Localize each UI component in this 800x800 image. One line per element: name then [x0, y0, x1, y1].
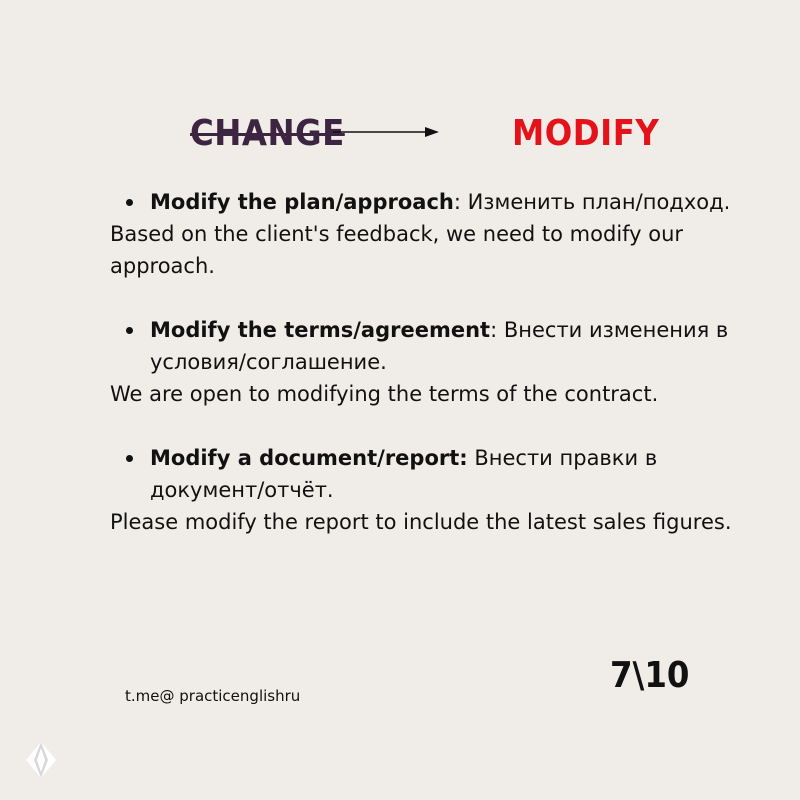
translation: Изменить план/подход. [460, 190, 731, 214]
bullet-dot-icon [126, 327, 133, 334]
bullet-item [110, 186, 750, 218]
channel-link[interactable]: t.me@ practicenglishru [125, 687, 301, 705]
new-word: MODIFY [512, 113, 660, 154]
vocab-entry-2 [110, 314, 750, 410]
right-arrow-icon [333, 124, 439, 140]
bullet-item [110, 314, 750, 378]
page-counter: 7\10 [610, 655, 690, 696]
bullet-dot-icon [126, 455, 133, 462]
vocab-entry-1 [110, 186, 750, 282]
term: Modify a document/report: [150, 446, 468, 470]
translation: Внести правки в документ/отчёт. [150, 446, 658, 502]
bullet-dot-icon [126, 199, 133, 206]
example-sentence: We are open to modifying the terms of the contract. [110, 382, 659, 406]
term: Modify the terms/agreement [150, 318, 491, 342]
vocab-entry-3 [110, 442, 750, 538]
term-separator: : [490, 318, 498, 342]
example-sentence: Please modify the report to include the latest sales figures. [110, 510, 732, 534]
example-sentence: Based on the client's feedback, we need to modify our approach. [110, 222, 684, 278]
diamond-logo-icon [26, 742, 56, 778]
old-word: CHANGE [190, 113, 345, 154]
bullet-item [110, 442, 750, 506]
translation: Внести изменения в условия/соглашение. [150, 318, 729, 374]
term-separator: : [453, 190, 461, 214]
vocabulary-list [110, 186, 750, 570]
term: Modify the plan/approach [150, 190, 454, 214]
